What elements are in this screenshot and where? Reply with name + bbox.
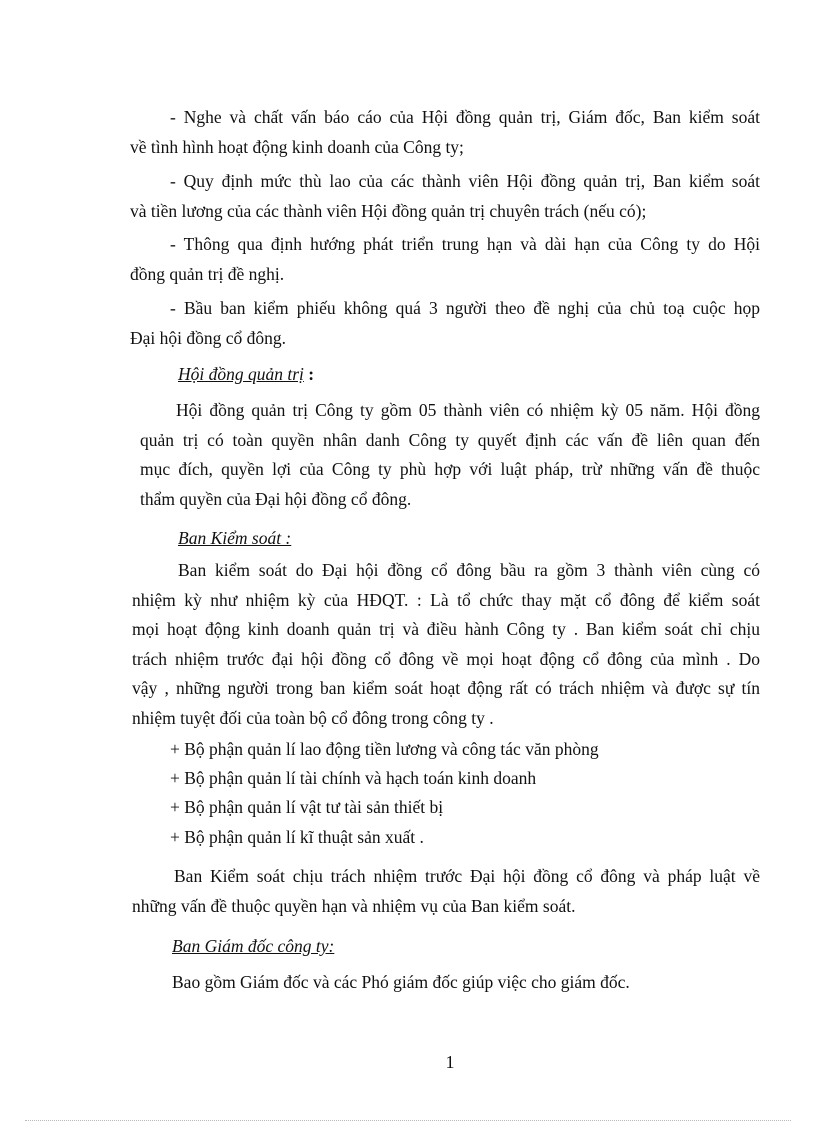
paragraph-line: Ban Kiểm soát chịu trách nhiệm trước Đại hội đồng cổ đông và pháp luật về [174,866,760,886]
heading-text: Ban Giám đốc công ty: [172,936,335,956]
paragraph-bks [132,556,760,733]
paragraph-line: đồng quản trị đề nghị. [130,263,285,284]
list-item [170,737,599,761]
paragraph-quy-dinh-thu-lao [130,167,760,226]
paragraph-line: vậy , những người trong ban kiểm soát hoạt động rất có trách nhiệm và được sự tín [132,678,760,698]
paragraph-line: về tình hình hoạt động kinh doanh của Công ty; [130,136,464,157]
list-item [170,795,443,819]
paragraph-line: thẩm quyền của Đại hội đồng cổ đông. [140,488,412,509]
paragraph-line: trách nhiệm trước đại hội đồng cổ đông về mọi hoạt động cổ đông của mình . Do [132,648,760,669]
paragraph-line: Hội đồng quản trị Công ty gồm 05 thành viên có nhiệm kỳ 05 năm. Hội đồng [176,400,760,420]
paragraph-line: Ban kiểm soát do Đại hội đồng cổ đông bầu ra gồm 3 thành viên cùng có [178,560,760,580]
paragraph-line: - Thông qua định hướng phát triển trung hạn và dài hạn của Công ty do Hội [170,234,760,254]
paragraph-hdqt [140,396,760,514]
paragraph-line: nhiệm tuyệt đối của toàn bộ cổ đông trong công ty . [132,707,494,728]
paragraph-line: những vấn đề thuộc quyền hạn và nhiệm vụ của Ban kiểm soát. [132,895,576,916]
paragraph-nghe-chat-van [130,103,760,162]
paragraph-line: mọi hoạt động kinh doanh quản trị và điều hành Công ty . Ban kiểm soát chỉ chịu [132,619,760,639]
paragraph-bks-closing [132,862,760,921]
paragraph-line: mục đích, quyền lợi của Công ty phù hợp với luật pháp, trừ những vấn đề thuộc [140,459,760,479]
paragraph-line: Bao gồm Giám đốc và các Phó giám đốc giúp việc cho giám đốc. [172,972,630,992]
paragraph-line: Đại hội đồng cổ đông. [130,327,287,348]
list-item-text: + Bộ phận quản lí lao động tiền lương và công tác văn phòng [170,739,599,759]
list-item-text: + Bộ phận quản lí tài chính và hạch toán kinh doanh [170,768,537,788]
paragraph-thong-qua-dinh-huong [130,230,760,289]
paragraph-line: - Quy định mức thù lao của các thành viên Hội đồng quản trị, Ban kiểm soát [170,171,760,191]
footer-divider [25,1120,791,1121]
paragraph-line: nhiệm kỳ như nhiệm kỳ của HĐQT. : Là tổ chức thay mặt cổ đông để kiểm soát [132,589,760,610]
paragraph-line: - Nghe và chất vấn báo cáo của Hội đồng quản trị, Giám đốc, Ban kiểm soát [170,107,760,127]
paragraph-line: quản trị có toàn quyền nhân danh Công ty quyết định các vấn đề liên quan đến [140,429,760,450]
page-number-text: 1 [445,1052,455,1072]
list-item-text: + Bộ phận quản lí kĩ thuật sản xuất . [170,827,424,847]
list-item-text: + Bộ phận quản lí vật tư tài sản thiết bị [170,797,444,817]
heading-text: Ban Kiểm soát : [178,528,292,548]
heading-hoi-dong-quan-tri [178,362,314,386]
paragraph-line: và tiền lương của các thành viên Hội đồng quản trị chuyên trách (nếu có); [130,200,647,221]
list-item [170,825,424,849]
paragraph-bau-ban-kiem-phieu [130,294,760,353]
heading-colon: : [303,364,315,384]
heading-ban-kiem-soat [178,526,291,550]
heading-ban-giam-doc [172,934,334,958]
paragraph-bgd [172,968,772,998]
heading-text: Hội đồng quản trị [178,364,304,384]
paragraph-line: - Bầu ban kiểm phiếu không quá 3 người theo đề nghị của chủ toạ cuộc họp [170,298,760,318]
list-item [170,766,536,790]
page-number [400,1052,500,1073]
